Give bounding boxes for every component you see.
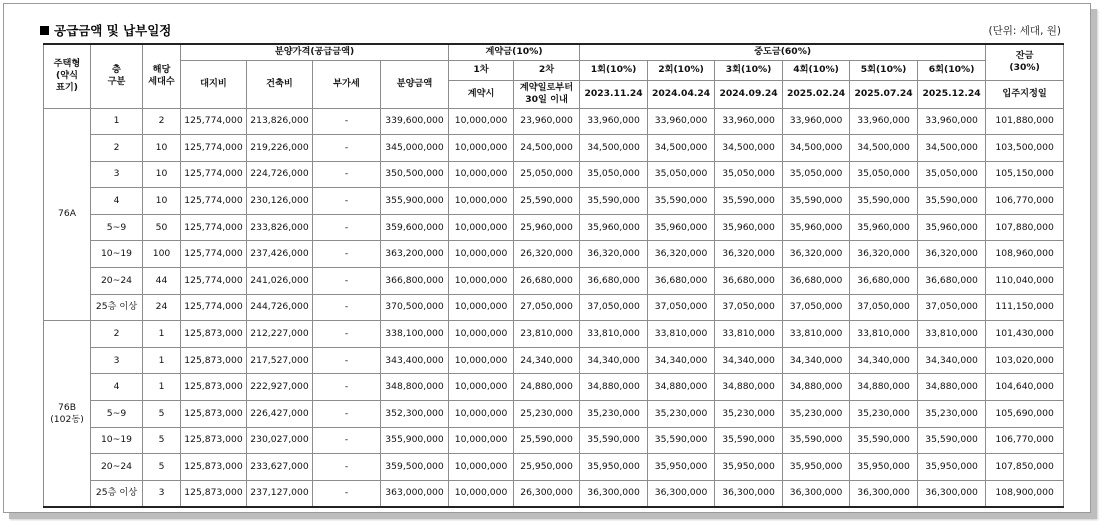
table-cell: 10~19 <box>91 427 143 454</box>
section-title-text: 공급금액 및 납부일정 <box>54 23 172 38</box>
table-cell: 10,000,000 <box>449 374 514 401</box>
table-cell: 219,226,000 <box>247 135 313 162</box>
table-cell: 10,000,000 <box>449 454 514 481</box>
table-cell: 244,726,000 <box>247 294 313 321</box>
table-cell: 35,230,000 <box>783 401 850 428</box>
table-cell: 10,000,000 <box>449 214 514 241</box>
table-cell: 104,640,000 <box>986 374 1064 401</box>
table-cell: 34,500,000 <box>648 135 715 162</box>
table-cell: 350,500,000 <box>381 161 449 188</box>
table-cell: 10,000,000 <box>449 188 514 215</box>
table-cell: - <box>313 268 381 295</box>
table-cell: 35,230,000 <box>850 401 918 428</box>
table-cell: 100 <box>143 241 181 268</box>
table-cell: 10 <box>143 161 181 188</box>
col-header-type <box>44 44 91 108</box>
table-cell: 35,590,000 <box>580 188 648 215</box>
col-header-mid4-date: 2025.02.24 <box>783 80 850 108</box>
table-cell: 125,873,000 <box>181 480 247 507</box>
table-cell: 5 <box>143 427 181 454</box>
table-cell: 10,000,000 <box>449 321 514 348</box>
table-cell: 34,340,000 <box>715 347 783 374</box>
table-cell: 10~19 <box>91 241 143 268</box>
table-cell: 125,873,000 <box>181 401 247 428</box>
table-cell: 35,050,000 <box>715 161 783 188</box>
table-cell: 1 <box>143 321 181 348</box>
table-cell: 34,880,000 <box>580 374 648 401</box>
table-cell: 35,590,000 <box>783 427 850 454</box>
table-cell: 370,500,000 <box>381 294 449 321</box>
table-cell: 23,960,000 <box>514 108 580 135</box>
table-row <box>44 294 1064 321</box>
table-cell: - <box>313 135 381 162</box>
col-header-balance-text: 잔금 (30%) <box>1009 50 1040 74</box>
table-cell: 10 <box>143 188 181 215</box>
table-cell: 35,050,000 <box>918 161 986 188</box>
table-cell: 35,950,000 <box>715 454 783 481</box>
table-row <box>44 374 1064 401</box>
table-cell: 34,880,000 <box>783 374 850 401</box>
table-cell: 34,500,000 <box>918 135 986 162</box>
table-cell: 33,810,000 <box>783 321 850 348</box>
table-cell: 33,810,000 <box>580 321 648 348</box>
table-row <box>44 108 1064 135</box>
col-header-mid1-date: 2023.11.24 <box>580 80 648 108</box>
table-cell: - <box>313 480 381 507</box>
col-header-mid2-date: 2024.04.24 <box>648 80 715 108</box>
table-cell: 3 <box>91 161 143 188</box>
table-cell: 25,590,000 <box>514 427 580 454</box>
table-cell: 101,880,000 <box>986 108 1064 135</box>
table-cell: 36,300,000 <box>783 480 850 507</box>
table-cell: 359,600,000 <box>381 214 449 241</box>
table-cell: 125,774,000 <box>181 241 247 268</box>
table-cell: 36,320,000 <box>648 241 715 268</box>
table-cell: 33,960,000 <box>715 108 783 135</box>
table-cell: 35,590,000 <box>648 427 715 454</box>
table-cell: 37,050,000 <box>918 294 986 321</box>
table-cell: 35,950,000 <box>918 454 986 481</box>
table-cell: 50 <box>143 214 181 241</box>
col-header-dep2: 2차 <box>514 60 580 80</box>
table-cell: - <box>313 161 381 188</box>
col-header-mid1: 1회(10%) <box>580 60 648 80</box>
table-cell: 35,590,000 <box>580 427 648 454</box>
table-cell: 108,900,000 <box>986 480 1064 507</box>
table-cell: 359,500,000 <box>381 454 449 481</box>
table-cell: 35,950,000 <box>850 454 918 481</box>
table-cell: 25,960,000 <box>514 214 580 241</box>
table-cell: 5~9 <box>91 214 143 241</box>
col-header-mid3: 3회(10%) <box>715 60 783 80</box>
table-cell: 26,300,000 <box>514 480 580 507</box>
table-cell: 36,320,000 <box>850 241 918 268</box>
table-cell: 24 <box>143 294 181 321</box>
table-cell: 33,960,000 <box>850 108 918 135</box>
table-cell: - <box>313 108 381 135</box>
table-cell: 35,960,000 <box>783 214 850 241</box>
col-header-balance-when: 입주지정일 <box>986 80 1064 108</box>
table-cell: 108,960,000 <box>986 241 1064 268</box>
table-cell: 125,774,000 <box>181 161 247 188</box>
table-cell: 33,810,000 <box>918 321 986 348</box>
table-cell: 37,050,000 <box>850 294 918 321</box>
table-cell: 35,960,000 <box>918 214 986 241</box>
table-cell: 10,000,000 <box>449 268 514 295</box>
housing-type-cell: 76B (102동) <box>44 321 91 507</box>
table-cell: - <box>313 374 381 401</box>
table-cell: 4 <box>91 188 143 215</box>
table-cell: 233,826,000 <box>247 214 313 241</box>
table-cell: 35,960,000 <box>580 214 648 241</box>
table-cell: 10,000,000 <box>449 135 514 162</box>
table-cell: 35,590,000 <box>783 188 850 215</box>
table-cell: 33,810,000 <box>850 321 918 348</box>
table-row <box>44 321 1064 348</box>
table-cell: 36,320,000 <box>715 241 783 268</box>
table-cell: 1 <box>143 374 181 401</box>
table-cell: 26,320,000 <box>514 241 580 268</box>
table-cell: 125,873,000 <box>181 347 247 374</box>
col-header-dep1: 1차 <box>449 60 514 80</box>
col-header-mid6: 6회(10%) <box>918 60 986 80</box>
col-header-vat: 부가세 <box>313 60 381 108</box>
col-header-households-text: 해당 세대수 <box>148 64 175 88</box>
table-cell: 2 <box>91 321 143 348</box>
table-cell: 33,810,000 <box>648 321 715 348</box>
table-cell: 34,880,000 <box>850 374 918 401</box>
table-cell: 348,800,000 <box>381 374 449 401</box>
table-cell: - <box>313 241 381 268</box>
table-cell: 2 <box>143 108 181 135</box>
table-cell: - <box>313 321 381 348</box>
table-cell: 35,950,000 <box>783 454 850 481</box>
col-header-building: 건축비 <box>247 60 313 108</box>
table-cell: 125,873,000 <box>181 427 247 454</box>
table-cell: 355,900,000 <box>381 427 449 454</box>
table-cell: 35,960,000 <box>715 214 783 241</box>
col-header-land: 대지비 <box>181 60 247 108</box>
table-cell: 10,000,000 <box>449 161 514 188</box>
table-cell: 35,050,000 <box>648 161 715 188</box>
table-cell: 25,590,000 <box>514 188 580 215</box>
table-cell: 107,850,000 <box>986 454 1064 481</box>
table-row <box>44 401 1064 428</box>
table-cell: 35,950,000 <box>648 454 715 481</box>
table-cell: 125,774,000 <box>181 188 247 215</box>
section-title <box>40 21 171 39</box>
table-cell: 36,300,000 <box>918 480 986 507</box>
table-cell: 20~24 <box>91 268 143 295</box>
table-row <box>44 454 1064 481</box>
table-cell: 25층 이상 <box>91 480 143 507</box>
table-body <box>44 108 1064 507</box>
table-cell: 106,770,000 <box>986 188 1064 215</box>
table-cell: 125,873,000 <box>181 374 247 401</box>
table-cell: 35,050,000 <box>580 161 648 188</box>
table-cell: 110,040,000 <box>986 268 1064 295</box>
unit-note: (단위: 세대, 원) <box>988 25 1061 37</box>
table-cell: 25,230,000 <box>514 401 580 428</box>
table-cell: 3 <box>143 480 181 507</box>
header-row-2 <box>44 60 1064 80</box>
table-cell: 34,500,000 <box>783 135 850 162</box>
table-cell: 24,340,000 <box>514 347 580 374</box>
table-cell: 107,880,000 <box>986 214 1064 241</box>
table-cell: 33,960,000 <box>580 108 648 135</box>
table-cell: 35,590,000 <box>918 427 986 454</box>
table-cell: 363,000,000 <box>381 480 449 507</box>
payment-schedule-table <box>43 43 1064 508</box>
table-cell: 36,320,000 <box>918 241 986 268</box>
table-cell: 111,150,000 <box>986 294 1064 321</box>
table-cell: 36,300,000 <box>648 480 715 507</box>
col-header-mid6-date: 2025.12.24 <box>918 80 986 108</box>
table-cell: 1 <box>143 347 181 374</box>
table-row <box>44 188 1064 215</box>
table-cell: 5 <box>143 454 181 481</box>
table-cell: 10 <box>143 135 181 162</box>
table-cell: 44 <box>143 268 181 295</box>
table-cell: 35,590,000 <box>850 188 918 215</box>
table-cell: 24,880,000 <box>514 374 580 401</box>
table-cell: 105,150,000 <box>986 161 1064 188</box>
table-cell: 36,300,000 <box>715 480 783 507</box>
table-cell: 35,590,000 <box>715 427 783 454</box>
table-cell: 25,950,000 <box>514 454 580 481</box>
table-cell: 35,590,000 <box>918 188 986 215</box>
table-cell: 20~24 <box>91 454 143 481</box>
table-row <box>44 427 1064 454</box>
table-cell: 363,200,000 <box>381 241 449 268</box>
table-cell: 338,100,000 <box>381 321 449 348</box>
table-cell: 34,340,000 <box>918 347 986 374</box>
col-group-deposit: 계약금(10%) <box>449 44 580 60</box>
table-cell: 35,230,000 <box>580 401 648 428</box>
table-row <box>44 135 1064 162</box>
table-cell: 35,050,000 <box>850 161 918 188</box>
table-cell: 37,050,000 <box>648 294 715 321</box>
table-cell: 5 <box>143 401 181 428</box>
table-cell: - <box>313 214 381 241</box>
table-cell: 34,880,000 <box>715 374 783 401</box>
table-cell: 103,500,000 <box>986 135 1064 162</box>
col-header-mid5: 5회(10%) <box>850 60 918 80</box>
table-cell: 36,680,000 <box>715 268 783 295</box>
table-cell: 125,774,000 <box>181 135 247 162</box>
table-cell: 34,500,000 <box>850 135 918 162</box>
table-cell: 34,880,000 <box>918 374 986 401</box>
table-row <box>44 241 1064 268</box>
table-cell: 37,050,000 <box>783 294 850 321</box>
table-cell: 33,960,000 <box>918 108 986 135</box>
table-cell: 36,680,000 <box>580 268 648 295</box>
col-group-midpayment: 중도금(60%) <box>580 44 986 60</box>
table-cell: 226,427,000 <box>247 401 313 428</box>
housing-type-cell: 76A <box>44 108 91 321</box>
table-cell: 366,800,000 <box>381 268 449 295</box>
table-cell: 36,320,000 <box>783 241 850 268</box>
table-cell: 36,300,000 <box>580 480 648 507</box>
table-cell: 36,680,000 <box>783 268 850 295</box>
table-cell: 35,590,000 <box>850 427 918 454</box>
table-cell: 125,774,000 <box>181 268 247 295</box>
table-cell: 33,960,000 <box>783 108 850 135</box>
table-cell: 34,340,000 <box>580 347 648 374</box>
col-header-dep1-when: 계약시 <box>449 80 514 108</box>
table-cell: 217,527,000 <box>247 347 313 374</box>
table-cell: 10,000,000 <box>449 401 514 428</box>
table-cell: 3 <box>91 347 143 374</box>
table-cell: 4 <box>91 374 143 401</box>
table-cell: 35,950,000 <box>580 454 648 481</box>
table-cell: 233,627,000 <box>247 454 313 481</box>
header-row-1 <box>44 44 1064 60</box>
table-cell: 103,020,000 <box>986 347 1064 374</box>
table-cell: 125,774,000 <box>181 294 247 321</box>
col-header-type-text: 주택형 (약식 표기) <box>53 58 81 94</box>
table-cell: 35,590,000 <box>648 188 715 215</box>
square-bullet-icon <box>40 26 49 35</box>
table-cell: 35,050,000 <box>783 161 850 188</box>
table-cell: 125,873,000 <box>181 321 247 348</box>
table-cell: 10,000,000 <box>449 294 514 321</box>
col-header-households <box>143 44 181 108</box>
table-cell: 34,880,000 <box>648 374 715 401</box>
table-cell: 230,027,000 <box>247 427 313 454</box>
table-cell: 2 <box>91 135 143 162</box>
table-cell: 224,726,000 <box>247 161 313 188</box>
table-cell: 26,680,000 <box>514 268 580 295</box>
table-cell: 125,774,000 <box>181 108 247 135</box>
table-cell: 24,500,000 <box>514 135 580 162</box>
table-cell: - <box>313 401 381 428</box>
col-header-mid4: 4회(10%) <box>783 60 850 80</box>
table-cell: 212,227,000 <box>247 321 313 348</box>
table-cell: - <box>313 454 381 481</box>
table-cell: 34,340,000 <box>648 347 715 374</box>
table-cell: - <box>313 188 381 215</box>
table-row <box>44 480 1064 507</box>
table-cell: 36,300,000 <box>850 480 918 507</box>
table-cell: 27,050,000 <box>514 294 580 321</box>
table-cell: 34,500,000 <box>580 135 648 162</box>
table-cell: 339,600,000 <box>381 108 449 135</box>
table-cell: 10,000,000 <box>449 241 514 268</box>
table-cell: 10,000,000 <box>449 108 514 135</box>
table-cell: 35,960,000 <box>648 214 715 241</box>
table-cell: 25층 이상 <box>91 294 143 321</box>
table-row <box>44 268 1064 295</box>
table-cell: 10,000,000 <box>449 347 514 374</box>
table-cell: 10,000,000 <box>449 427 514 454</box>
table-cell: 106,770,000 <box>986 427 1064 454</box>
table-cell: 352,300,000 <box>381 401 449 428</box>
col-header-dep2-when-text: 계약일로부터 30일 이내 <box>519 82 574 105</box>
table-cell: 23,810,000 <box>514 321 580 348</box>
col-header-mid2: 2회(10%) <box>648 60 715 80</box>
table-cell: - <box>313 294 381 321</box>
table-cell: 237,426,000 <box>247 241 313 268</box>
table-cell: 222,927,000 <box>247 374 313 401</box>
table-cell: 230,126,000 <box>247 188 313 215</box>
table-cell: 25,050,000 <box>514 161 580 188</box>
table-cell: 34,500,000 <box>715 135 783 162</box>
table-cell: 34,340,000 <box>850 347 918 374</box>
table-cell: 36,680,000 <box>648 268 715 295</box>
table-cell: 35,590,000 <box>715 188 783 215</box>
col-header-mid5-date: 2025.07.24 <box>850 80 918 108</box>
table-cell: 125,873,000 <box>181 454 247 481</box>
table-cell: 10,000,000 <box>449 480 514 507</box>
table-cell: 1 <box>91 108 143 135</box>
col-header-floor-text: 층 구분 <box>107 64 126 88</box>
table-cell: 105,690,000 <box>986 401 1064 428</box>
table-cell: 37,050,000 <box>580 294 648 321</box>
table-cell: 33,810,000 <box>715 321 783 348</box>
table-row <box>44 161 1064 188</box>
col-header-balance <box>986 44 1064 80</box>
col-header-mid3-date: 2024.09.24 <box>715 80 783 108</box>
table-row <box>44 347 1064 374</box>
col-group-price: 분양가격(공급금액) <box>181 44 449 60</box>
table-cell: 101,430,000 <box>986 321 1064 348</box>
table-cell: - <box>313 347 381 374</box>
table-cell: 345,000,000 <box>381 135 449 162</box>
table-cell: 241,026,000 <box>247 268 313 295</box>
table-cell: 35,230,000 <box>648 401 715 428</box>
table-cell: 36,680,000 <box>918 268 986 295</box>
table-cell: 355,900,000 <box>381 188 449 215</box>
table-cell: 37,050,000 <box>715 294 783 321</box>
table-cell: 33,960,000 <box>648 108 715 135</box>
col-header-floor <box>91 44 143 108</box>
table-cell: 36,320,000 <box>580 241 648 268</box>
col-header-total: 분양금액 <box>381 60 449 108</box>
table-cell: 34,340,000 <box>783 347 850 374</box>
table-cell: 213,826,000 <box>247 108 313 135</box>
table-cell: 125,774,000 <box>181 214 247 241</box>
table-row <box>44 214 1064 241</box>
table-cell: 343,400,000 <box>381 347 449 374</box>
table-cell: - <box>313 427 381 454</box>
table-cell: 35,960,000 <box>850 214 918 241</box>
table-cell: 237,127,000 <box>247 480 313 507</box>
table-cell: 36,680,000 <box>850 268 918 295</box>
col-header-dep2-when <box>514 80 580 108</box>
table-cell: 35,230,000 <box>715 401 783 428</box>
table-cell: 35,230,000 <box>918 401 986 428</box>
table-cell: 5~9 <box>91 401 143 428</box>
